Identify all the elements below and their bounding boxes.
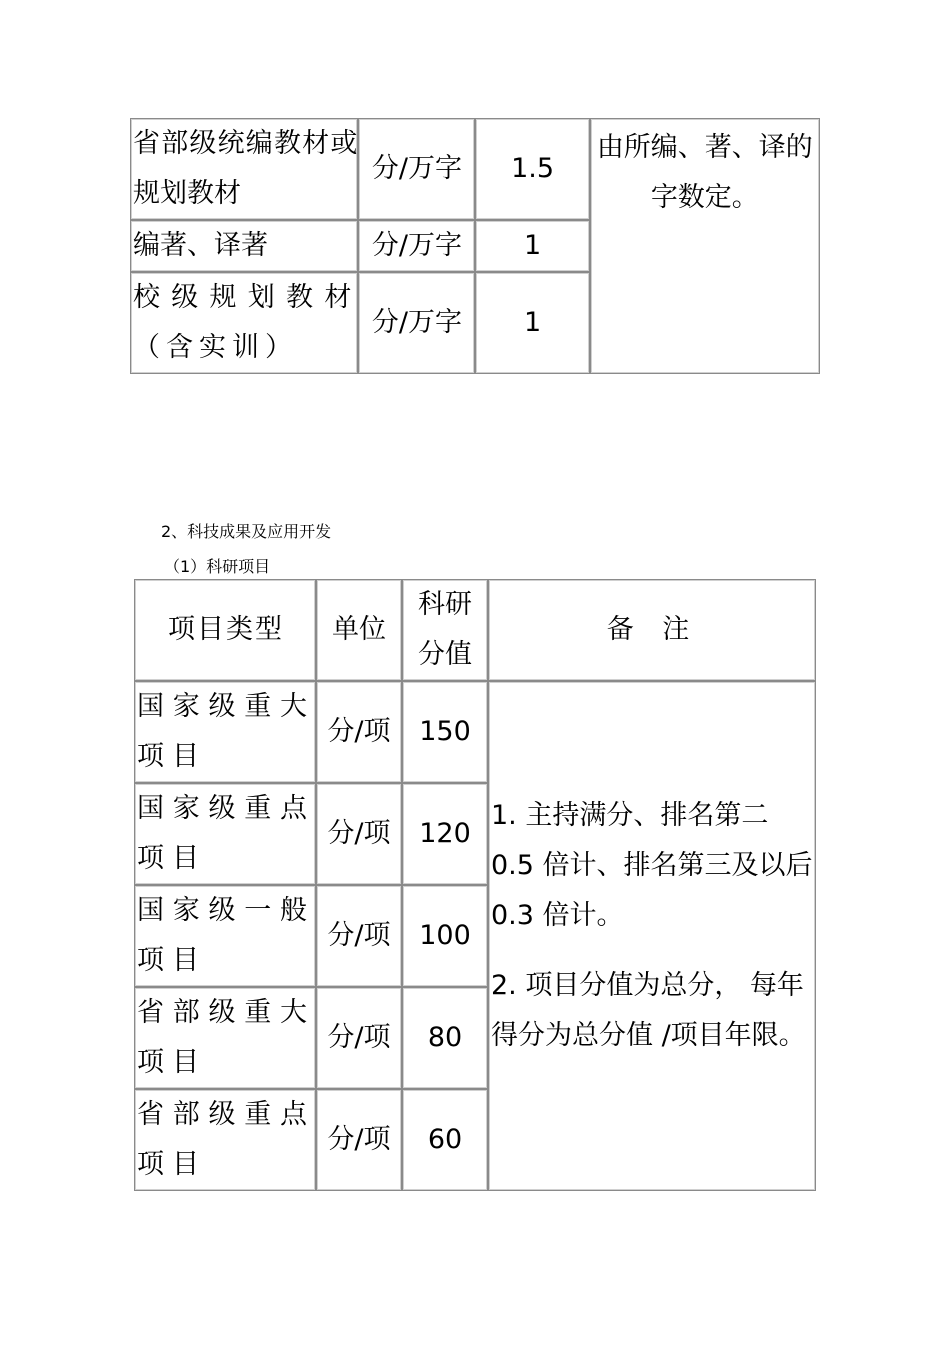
header-score <box>402 579 488 681</box>
textbook-type-cell: 编著、译著 <box>130 220 358 272</box>
sub-heading: （1）科研项目 <box>164 557 271 576</box>
score-cell: 80 <box>402 987 488 1089</box>
table-row <box>134 681 816 783</box>
unit-cell: 分/项 <box>316 885 402 987</box>
textbook-type-cell: 校级规划教材（含实训） <box>130 272 358 374</box>
note-cell: 由所编、著、译的字数定。 <box>590 118 820 374</box>
score-cell: 120 <box>402 783 488 885</box>
project-type-cell: 国家级一般项目 <box>134 885 316 987</box>
textbook-score-table <box>130 118 820 374</box>
table-header-row <box>134 579 816 681</box>
unit-cell: 分/万字 <box>358 272 475 374</box>
header-note: 备 注 <box>488 579 816 681</box>
project-type-cell: 省部级重点项目 <box>134 1089 316 1191</box>
unit-cell: 分/项 <box>316 783 402 885</box>
research-project-table <box>134 579 816 1191</box>
header-unit: 单位 <box>316 579 402 681</box>
note-item-1: 1. 主持满分、排名第二 0.5 倍计、排名第三及以后 0.3 倍计。 <box>491 800 813 931</box>
unit-cell: 分/项 <box>316 987 402 1089</box>
score-cell: 1 <box>475 220 589 272</box>
header-type: 项目类型 <box>134 579 316 681</box>
unit-cell: 分/万字 <box>358 118 475 220</box>
project-type-cell: 省部级重大项目 <box>134 987 316 1089</box>
score-cell: 100 <box>402 885 488 987</box>
project-type-cell: 国家级重大项目 <box>134 681 316 783</box>
score-cell: 1 <box>475 272 589 374</box>
unit-cell: 分/项 <box>316 1089 402 1191</box>
table-row <box>130 118 820 220</box>
unit-cell: 分/项 <box>316 681 402 783</box>
textbook-type-cell: 省部级统编教材或规划教材 <box>130 118 358 220</box>
project-type-cell: 国家级重点项目 <box>134 783 316 885</box>
section-heading: 2、科技成果及应用开发 <box>161 522 332 541</box>
score-cell: 1.5 <box>475 118 589 220</box>
note-cell <box>488 681 816 1191</box>
header-score-label: 科研分值 <box>418 589 472 670</box>
unit-cell: 分/万字 <box>358 220 475 272</box>
score-cell: 60 <box>402 1089 488 1191</box>
note-item-2: 2. 项目分值为总分， 每年得分为总分值 /项目年限。 <box>491 970 806 1051</box>
score-cell: 150 <box>402 681 488 783</box>
